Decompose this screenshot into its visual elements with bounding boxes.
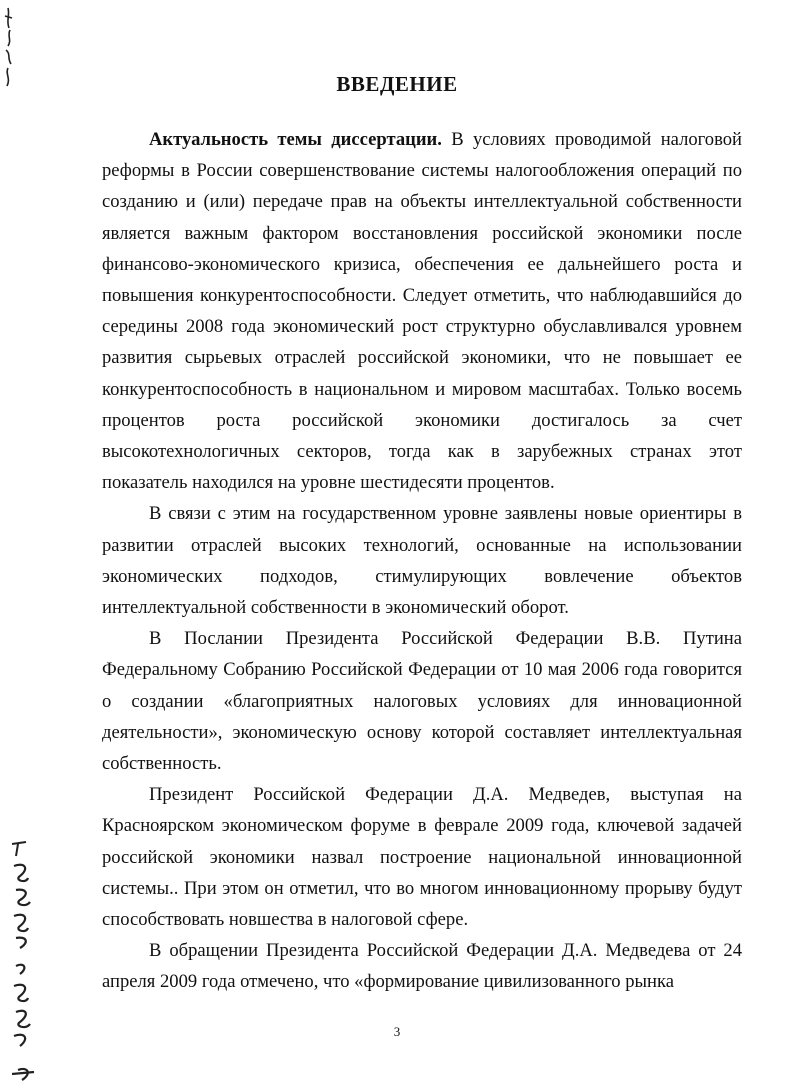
paragraph: Президент Российской Федерации Д.А. Медведев, выступая на Красноярском экономическом форуме в феврале 2009 года, ключевой задачей российской экономики назвал построение национальной инновационной системы.. При этом он отметил, что во многом инновационному прорыву будут способствовать новшества в налоговой сфере. (102, 784, 742, 931)
paragraph: В связи с этим на государственном уровне заявлены новые ориентиры в развитии отраслей высоких технологий, основанные на использовании экономических подходов, стимулирующих вовлечение объектов интеллектуальной собственности в экономический оборот. (102, 503, 742, 619)
paragraph: В Послании Президента Российской Федерации В.В. Путина Федеральному Собранию Российской Федерации от 10 мая 2006 года говорится о создании «благоприятных налоговых условиях для инновационной деятельности», экономическую основу которой составляет интеллектуальная собственность. (102, 628, 742, 775)
paragraph-lead: Актуальность темы диссертации. (149, 129, 442, 150)
paragraph-relevance (102, 124, 742, 498)
handwritten-margin-scribble-icon (8, 838, 40, 1088)
page-title: ВВЕДЕНИЕ (336, 72, 458, 96)
document-body (102, 124, 742, 998)
page-number: 3 (393, 1024, 401, 1039)
paragraph: В обращении Президента Российской Федерации Д.А. Медведева от 24 апреля 2009 года отмечено, что «формирование цивилизованного рынка (102, 940, 742, 993)
paragraph-text: В условиях проводимой налоговой реформы в России совершенствование системы налогообложения операций по созданию и (или) передаче прав на объекты интеллектуальной собственности является важным фактором восстановления российской экономики после финансово-экономического кризиса, обеспечения ее дальнейшего роста и повышения конкурентоспособности. Следует отметить, что наблюдавшийся до середины 2008 года экономический рост структурно обуславливался уровнем развития сырьевых отраслей российской экономики, что не повышает ее конкурентоспособность в национальном и мировом масштабах. Только восемь процентов роста российской экономики достигалось за счет высокотехнологичных секторов, тогда как в зарубежных странах этот показатель находился на уровне шестидесяти процентов. (102, 129, 742, 494)
